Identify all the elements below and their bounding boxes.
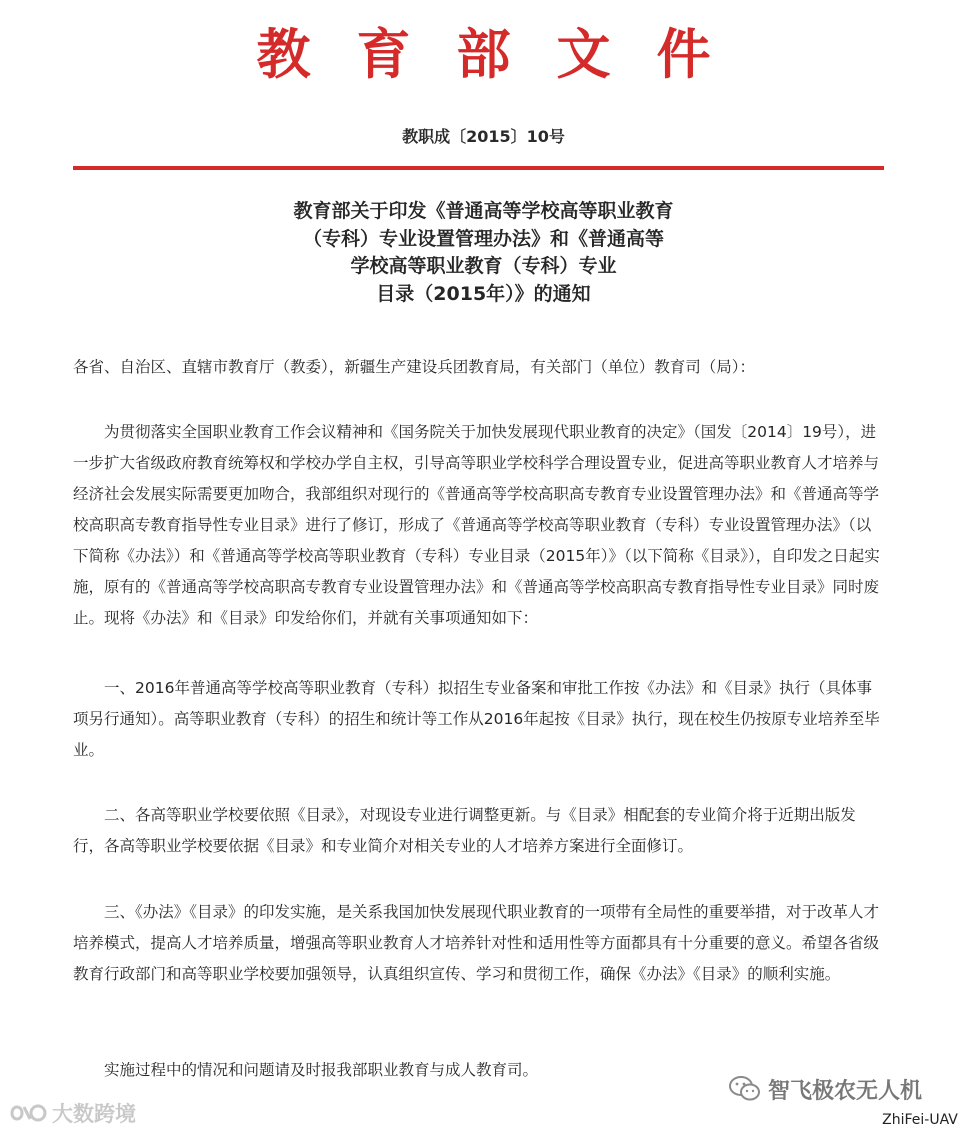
- notice-title-line: 教育部关于印发《普通高等学校高等职业教育: [293, 200, 674, 222]
- notice-title-line: 目录（2015年）》的通知: [376, 282, 591, 305]
- notice-title-line: （专科）专业设置管理办法》和《普通高等: [302, 227, 664, 250]
- paragraph-item-three: 三、《办法》《目录》的印发实施，是关系我国加快发展现代职业教育的一项带有全局性的重要举措，对于改革人才培养模式，提高人才培养质量，增强高等职业教育人才培养针对性和适用性等方面都具有十分重要的意义。希望各省级教育行政部门和高等职业学校要加强领导，认真组织宣传、学习和贯彻工作，确保《办法》《目录》的顺利实施。: [73, 903, 880, 983]
- notice-title-line: 学校高等职业教育（专科）专业: [350, 255, 617, 277]
- brand-logo-icon: [8, 1101, 48, 1125]
- watermark-left-text: 大数跨境: [52, 1102, 136, 1126]
- salutation: 各省、自治区、直辖市教育厅（教委），新疆生产建设兵团教育局，有关部门（单位）教育司（局）：: [73, 358, 756, 376]
- corner-tag: ZhiFei-UAV: [873, 1106, 967, 1134]
- paragraph-item-one: 一、2016年普通高等学校高等职业教育（专科）拟招生专业备案和审批工作按《办法》和《目录》执行（具体事项另行通知）。高等职业教育（专科）的招生和统计等工作从2016年起按《目录》执行，现在校生仍按原专业培养至毕业。: [73, 679, 880, 759]
- watermark-left: [8, 1098, 136, 1128]
- wechat-account-name: 智飞极农无人机: [768, 1078, 923, 1104]
- paragraph-closing: 实施过程中的情况和问题请及时报我部职业教育与成人教育司。: [104, 1061, 539, 1079]
- paragraph-item-two: 二、各高等职业学校要依照《目录》，对现设专业进行调整更新。与《目录》相配套的专业简介将于近期出版发行，各高等职业学校要依据《目录》和专业简介对相关专业的人才培养方案进行全面修订。: [73, 806, 856, 855]
- red-divider-line: [73, 166, 884, 170]
- wechat-account-watermark: [728, 1071, 922, 1107]
- paragraph-intro: 为贯彻落实全国职业教育工作会议精神和《国务院关于加快发展现代职业教育的决定》（国发〔2014〕19号），进一步扩大省级政府教育统筹权和学校办学自主权，引导高等职业学校科学合理设置专业，促进高等职业教育人才培养与经济社会发展实际需要更加吻合，我部组织对现行的《普通高等学校高职高专教育专业设置管理办法》和《普通高等学校高职高专教育指导性专业目录》进行了修订，形成了《普通高等学校高等职业教育（专科）专业设置管理办法》（以下简称《办法》）和《普通高等学校高等职业教育（专科）专业目录（2015年）》（以下简称《目录》），自印发之日起实施，原有的《普通高等学校高职高专教育专业设置管理办法》和《普通高等学校高职高专教育指导性专业目录》同时废止。现将《办法》和《目录》印发给你们，并就有关事项通知如下：: [73, 423, 880, 627]
- document-number: 教职成〔2015〕10号: [402, 127, 565, 146]
- document-header-title: 教育部文件: [256, 22, 757, 86]
- wechat-icon: [728, 1074, 762, 1104]
- notice-title: [0, 198, 967, 308]
